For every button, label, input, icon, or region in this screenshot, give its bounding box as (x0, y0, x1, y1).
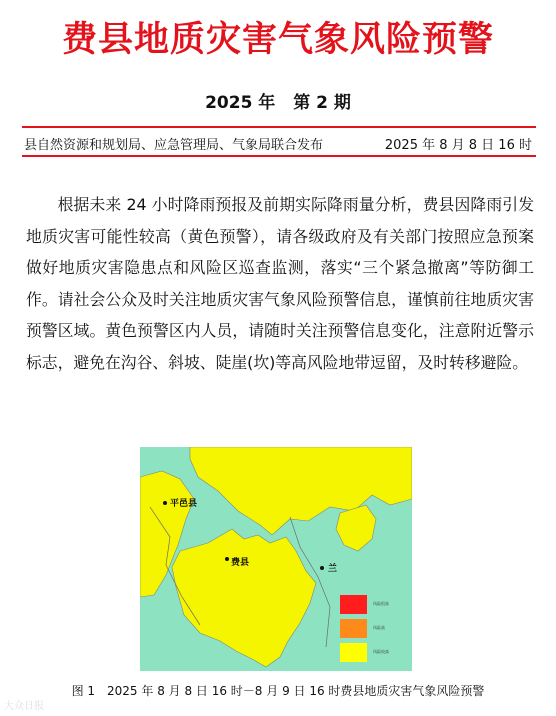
issue-number: 第 2 期 (293, 93, 351, 113)
issue-line (0, 88, 556, 113)
pingyi-marker (163, 501, 167, 505)
feixian-marker (225, 557, 229, 561)
legend-swatch-yellow (340, 643, 367, 662)
legend-swatch-orange (340, 619, 367, 638)
legend-label: 风险较高 (373, 649, 389, 654)
map-legend (340, 592, 406, 664)
pingyi-label: 平邑县 (170, 499, 198, 509)
legend-label: 风险高 (373, 625, 385, 630)
issuer-text: 县自然资源和规划局、应急管理局、气象局联合发布 (24, 138, 324, 153)
figure-caption: 图 1 2025 年 8 月 8 日 16 时－8 月 9 日 16 时费县地质灾害气象风险预警 (71, 684, 485, 698)
top-red-rule (22, 126, 536, 128)
legend-item-high (340, 616, 406, 640)
legend-swatch-red (340, 595, 367, 614)
legend-item-very-high (340, 592, 406, 616)
legend-item-relatively-high (340, 640, 406, 664)
publish-datetime: 2025 年 8 月 8 日 16 时 (384, 138, 532, 153)
lan-label: 兰 (328, 564, 338, 574)
feixian-label: 费县 (231, 558, 250, 568)
legend-label: 风险很高 (373, 601, 389, 606)
issue-year: 2025 年 (205, 93, 276, 113)
publish-row (24, 134, 532, 153)
body-paragraph: 根据未来 24 小时降雨预报及前期实际降雨量分析，费县因降雨引发地质灾害可能性较高（黄色预警），请各级政府及有关部门按照应急预案做好地质灾害隐患点和风险区巡查监测，落实“三个紧急撤离”等防御工作。请社会公众及时关注地质灾害气象风险预警信息，谨慎前往地质灾害预警区域。黄色预警区内人员，请随时关注预警信息变化，注意附近警示标志，避免在沟谷、斜坡、陡崖(坎)等高风险地带逗留，及时转移避险。 (26, 195, 534, 372)
lan-marker (320, 566, 324, 570)
bottom-red-rule (22, 155, 536, 157)
watermark-text: 大众日报 (4, 701, 44, 712)
document-title: 费县地质灾害气象风险预警 (61, 19, 494, 60)
